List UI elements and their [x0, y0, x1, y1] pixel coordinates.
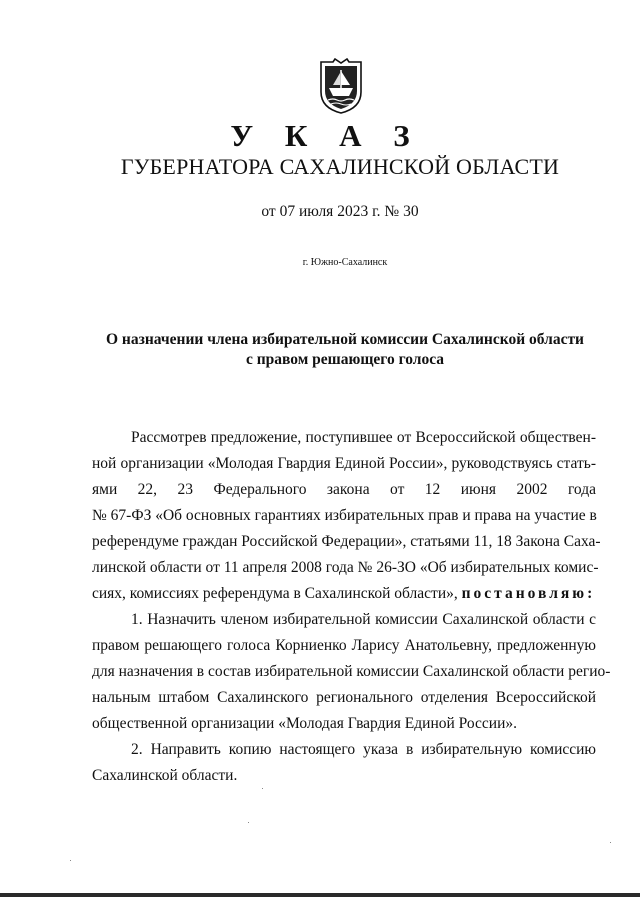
body-line: ями 22, 23 Федерального закона от 12 июня 2002 года [92, 481, 596, 498]
body-line: для назначения в состав избирательной комиссии Сахалинской области регио- [92, 663, 611, 680]
heading-line: с правом решающего голоса [245, 351, 445, 368]
body-line [92, 584, 596, 604]
heading-line: О назначении члена избирательной комиссии Сахалинской области [106, 331, 584, 348]
body-line: линской области от 11 апреля 2008 года № 26-ЗО «Об избирательных комис- [92, 559, 599, 576]
body-line: ной организации «Молодая Гвардия Единой России», руководствуясь стать- [92, 455, 596, 472]
decree-heading [90, 330, 600, 370]
scan-bottom-edge [0, 893, 640, 897]
body-line: 1. Назначить членом избирательной комиссии Сахалинской области с [131, 611, 596, 628]
document-title: У К А З [230, 118, 422, 153]
body-line: референдуме граждан Российской Федерации», статьями 11, 18 Закона Саха- [92, 533, 601, 550]
body-line: Сахалинской области. [92, 767, 238, 784]
document-subtitle: ГУБЕРНАТОРА САХАЛИНСКОЙ ОБЛАСТИ [120, 154, 560, 179]
body-text: сиях, комиссиях референдума в Сахалинской области», [92, 585, 458, 602]
city-line: г. Южно-Сахалинск [302, 257, 388, 268]
body-line: нальным штабом Сахалинского регионального отделения Всероссийской [92, 689, 596, 706]
body-line: № 67-ФЗ «Об основных гарантиях избирательных прав и права на участие в [92, 507, 597, 524]
resolve-word: постановляю: [461, 585, 596, 602]
body-line: 2. Направить копию настоящего указа в избирательную комиссию [131, 741, 596, 758]
sakhalin-coat-of-arms-icon [319, 58, 363, 114]
body-line: правом решающего голоса Корниенко Ларису Анатольевну, предложенную [92, 637, 596, 654]
body-line: общественной организации «Молодая Гвардия Единой России». [92, 715, 518, 732]
date-and-number: от 07 июля 2023 г. № 30 [261, 203, 419, 220]
body-line: Рассмотрев предложение, поступившее от Всероссийской обществен- [131, 429, 596, 446]
